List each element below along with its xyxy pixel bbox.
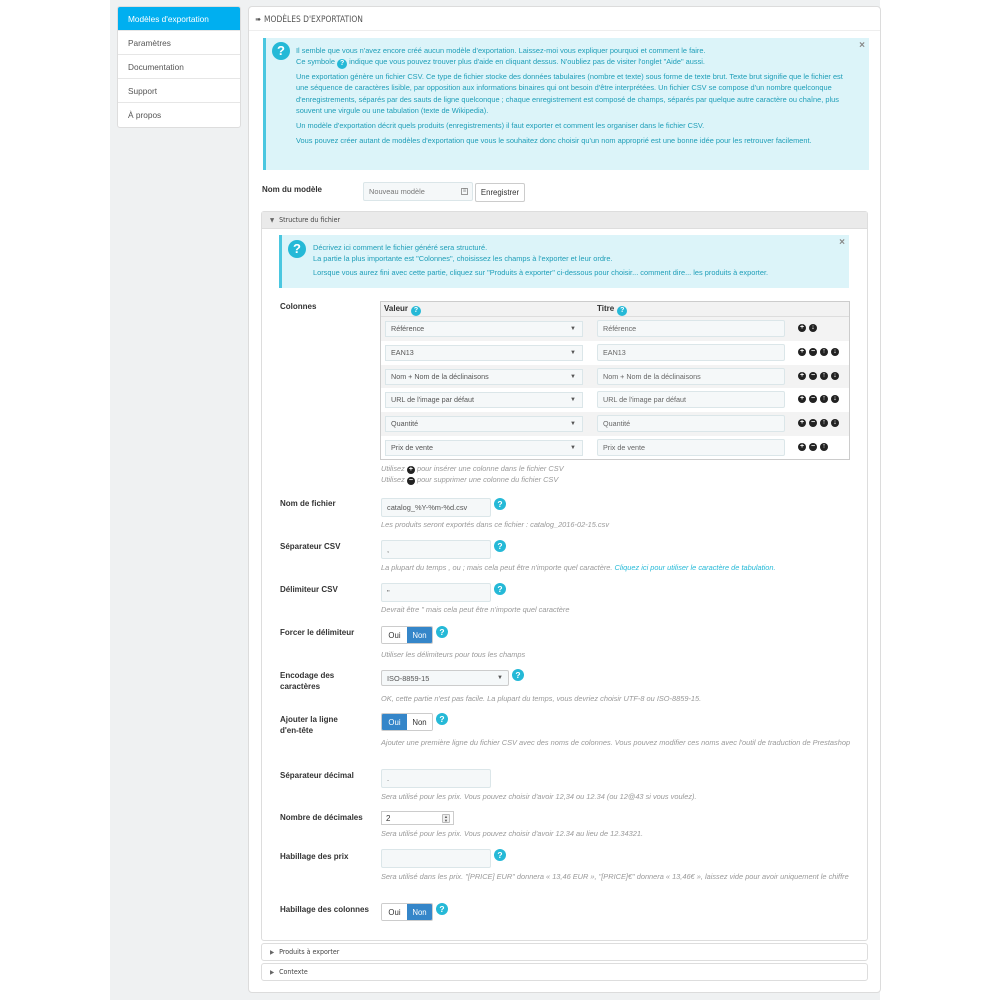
table-row xyxy=(381,412,849,436)
panel-heading xyxy=(249,7,880,31)
column-wrap-toggle[interactable] xyxy=(381,903,433,921)
dropdown-arrow-icon: ▼ xyxy=(570,397,576,404)
column-value-select[interactable]: Nom + Nom de la déclinaisons ▼ xyxy=(385,369,583,385)
remove-column-icon[interactable]: − xyxy=(810,371,816,379)
dropdown-arrow-icon: ▼ xyxy=(570,373,576,380)
column-title-input[interactable]: Nom + Nom de la déclinaisons xyxy=(597,368,785,385)
move-up-icon[interactable]: ↑ xyxy=(820,395,828,403)
column-title-input[interactable]: URL de l'image par défaut xyxy=(597,391,785,408)
columns-help: Utilisez + pour insérer une colonne dans le fichier CSV Utilisez − pour supprimer une colonne du fichier CSV xyxy=(381,464,564,484)
alert-text: Décrivez ici comment le fichier généré sera structuré. xyxy=(313,243,488,252)
toggle-no[interactable]: Non xyxy=(407,714,432,730)
column-value-select[interactable]: Prix de vente ▼ xyxy=(385,440,583,456)
help-question-icon[interactable]: ? xyxy=(494,849,506,861)
close-alert-button[interactable]: × xyxy=(859,40,865,51)
export-icon: ➠ xyxy=(255,15,262,24)
column-wrap-label: Habillage des colonnes xyxy=(280,905,369,914)
section-products-to-export xyxy=(261,943,868,961)
move-down-icon[interactable]: ↓ xyxy=(831,395,839,403)
remove-column-icon[interactable]: − xyxy=(810,442,816,450)
filename-input[interactable]: catalog_%Y-%m-%d.csv xyxy=(381,498,491,517)
dropdown-arrow-icon: ▼ xyxy=(570,444,576,451)
csv-separator-help: La plupart du temps , ou ; mais cela peut être n'importe quel caractère. Cliquez ici pour utiliser le caractère de tabulation. xyxy=(381,563,776,572)
sidebar-item-about[interactable]: À propos xyxy=(128,110,162,120)
caret-right-icon: ▶ xyxy=(270,949,275,956)
column-value-select[interactable]: Référence ▼ xyxy=(385,321,583,337)
remove-icon: − xyxy=(408,476,413,484)
add-column-icon[interactable]: + xyxy=(799,419,805,427)
dropdown-arrow-icon: ▼ xyxy=(570,326,576,332)
toggle-yes[interactable]: Oui xyxy=(382,627,407,643)
remove-column-icon[interactable]: − xyxy=(810,347,816,355)
move-up-icon[interactable]: ↑ xyxy=(820,419,828,427)
move-down-icon[interactable]: ↓ xyxy=(831,348,839,356)
column-title-input[interactable]: Référence xyxy=(597,320,785,337)
alert-text: Lorsque vous aurez fini avec cette partie, cliquez sur "Produits à exporter" ci-dessous pour choisir... comment dire... les produits à exporter. xyxy=(313,268,769,278)
help-question-icon[interactable]: ? xyxy=(436,626,448,638)
sidebar-nav xyxy=(117,6,241,128)
decimal-separator-input[interactable]: . xyxy=(381,769,491,788)
page-title: MODÈLES D'EXPORTATION xyxy=(264,14,363,24)
table-row xyxy=(381,436,849,460)
add-column-icon[interactable]: + xyxy=(799,371,805,379)
decimals-help: Sera utilisé pour les prix. Vous pouvez choisir d'avoir 12.34 au lieu de 12.34321. xyxy=(381,829,644,838)
table-row xyxy=(381,341,849,365)
alert-text: La partie la plus importante est "Colonnes", choisissez les champs à l'exporter et leur ordre. xyxy=(313,254,613,264)
price-wrap-input[interactable] xyxy=(381,849,491,868)
move-down-icon[interactable]: ↓ xyxy=(809,324,817,332)
input-addon-icon: ≡ xyxy=(462,188,467,194)
move-down-icon[interactable]: ↓ xyxy=(831,372,839,380)
columns-table xyxy=(380,301,850,460)
header-line-toggle[interactable] xyxy=(381,713,433,731)
help-question-icon[interactable]: ? xyxy=(494,540,506,552)
save-button[interactable]: Enregistrer xyxy=(475,183,525,202)
help-question-icon[interactable]: ? xyxy=(494,583,506,595)
decimals-label: Nombre de décimales xyxy=(280,813,363,822)
help-question-icon: ? xyxy=(337,59,347,69)
help-question-icon[interactable]: ? xyxy=(411,306,421,316)
model-name-input[interactable]: Nouveau modèle ≡ xyxy=(363,182,473,201)
sidebar-item-settings[interactable]: Paramètres xyxy=(118,31,240,55)
column-title-input[interactable]: EAN13 xyxy=(597,344,785,361)
question-icon: ? xyxy=(272,42,290,60)
column-value-select[interactable]: Quantité ▼ xyxy=(385,416,583,432)
model-name-label: Nom du modèle xyxy=(262,185,323,194)
column-value-select[interactable]: URL de l'image par défaut ▼ xyxy=(385,392,583,408)
question-icon: ? xyxy=(288,240,306,258)
force-delimiter-toggle[interactable] xyxy=(381,626,433,644)
header-line-help: Ajouter une première ligne du fichier CSV avec des noms de colonnes. Vous pouvez modifier ces noms avec l'outil de traduction de Prestashop xyxy=(381,738,851,747)
filename-help: Les produits seront exportés dans ce fichier : catalog_2016-02-15.csv xyxy=(381,520,610,529)
section-header-context[interactable]: ▶ Contexte xyxy=(262,964,867,981)
use-tab-character-link[interactable]: Cliquez ici pour utiliser le caractère de tabulation. xyxy=(614,563,776,572)
move-down-icon[interactable]: ↓ xyxy=(831,419,839,427)
table-row xyxy=(381,365,849,389)
help-question-icon[interactable]: ? xyxy=(494,498,506,510)
csv-delimiter-input[interactable]: " xyxy=(381,583,491,602)
encoding-label: Encodage des caractères xyxy=(280,671,335,691)
sidebar-item-export-models[interactable]: Modèles d'exportation xyxy=(118,7,240,31)
column-title-input[interactable]: Prix de vente xyxy=(597,439,785,456)
help-question-icon[interactable]: ? xyxy=(436,713,448,725)
add-column-icon[interactable]: + xyxy=(799,324,805,331)
stepper-arrows-icon[interactable]: ▲ ▼ xyxy=(442,814,450,823)
column-title-input[interactable]: Quantité xyxy=(597,415,785,432)
caret-right-icon: ▶ xyxy=(270,969,275,976)
toggle-yes[interactable]: Oui xyxy=(382,904,407,920)
section-context xyxy=(261,963,868,981)
move-up-icon[interactable]: ↑ xyxy=(820,348,828,356)
force-delimiter-help: Utiliser les délimiteurs pour tous les champs xyxy=(381,650,526,659)
decimal-separator-help: Sera utilisé pour les prix. Vous pouvez choisir d'avoir 12,34 ou 12.34 (ou 12@43 si vous voulez). xyxy=(381,792,697,801)
move-up-icon[interactable]: ↑ xyxy=(820,372,828,380)
add-column-icon[interactable]: + xyxy=(799,442,805,450)
remove-column-icon[interactable]: − xyxy=(810,419,816,427)
alert-text: Vous pouvez créer autant de modèles d'exportation que vous le souhaitez donc choisir qu'un nom approprié est une bonne idée pour les retrouver facilement. xyxy=(296,136,812,146)
encoding-help: OK, cette partie n'est pas facile. La plupart du temps, vous devriez choisir UTF-8 ou ISO-8859-15. xyxy=(381,694,702,703)
column-value-select[interactable]: EAN13 ▼ xyxy=(385,345,583,361)
dropdown-arrow-icon: ▼ xyxy=(497,675,503,681)
columns-rows xyxy=(381,317,849,460)
toggle-no[interactable]: Non xyxy=(407,627,432,643)
price-wrap-help: Sera utilisé dans les prix. "[PRICE] EUR" donnera « 13,46 EUR », "[PRICE]€" donnera « 13,46€ », laissez vide pour avoir uniquement le chiffre xyxy=(381,872,849,881)
section-header-structure[interactable]: ▼ Structure du fichier xyxy=(262,212,867,229)
header-title: Titre ? xyxy=(597,304,627,316)
help-question-icon[interactable]: ? xyxy=(436,903,448,915)
alert-text: Il semble que vous n'avez encore créé aucun modèle d'exportation. Laissez-moi vous expliquer pourquoi et comment le faire. Ce symbole ? indique que vous pouvez trouver plus d'aide en cliquant dessus. N'oubliez pas de visiter l'onglet "Aide" aussi. xyxy=(296,46,706,68)
columns-label: Colonnes xyxy=(280,302,317,311)
sidebar-item-support[interactable]: Support xyxy=(118,79,240,103)
dropdown-arrow-icon: ▼ xyxy=(570,349,576,356)
intro-info-alert xyxy=(263,38,869,170)
columns-table-header xyxy=(381,302,849,317)
help-question-icon[interactable]: ? xyxy=(617,306,627,316)
decimals-stepper[interactable]: 2 ▲ ▼ xyxy=(381,811,454,825)
alert-text: Un modèle d'exportation décrit quels produits (enregistrements) il faut exporter et comment les organiser dans le fichier CSV. xyxy=(296,121,705,131)
csv-delimiter-help: Devrait être " mais cela peut être n'importe quel caractère xyxy=(381,605,570,614)
add-column-icon[interactable]: + xyxy=(799,395,805,403)
close-alert-button[interactable]: × xyxy=(839,237,845,248)
move-up-icon[interactable]: ↑ xyxy=(820,443,828,451)
remove-column-icon[interactable]: − xyxy=(810,395,816,403)
header-line-label: Ajouter la ligne d'en-tête xyxy=(280,715,338,735)
table-row xyxy=(381,317,849,341)
decimal-separator-label: Séparateur décimal xyxy=(280,771,354,780)
toggle-yes[interactable]: Oui xyxy=(382,714,407,730)
force-delimiter-label: Forcer le délimiteur xyxy=(280,628,355,637)
alert-text: Une exportation génère un fichier CSV. Ce type de fichier stocke des données tabulaires (nombre et texte) sous forme de texte brut. Texte brut signifie que le fichier est une séquence de caractères lisible, par opposition aux informations binaires qui ont besoin d'être interprétées. Un fichier CSV se compose d'un nombre quelconque d'enregistrements, séparés par des sauts de ligne quelconque ; chaque enregistrement est composé de champs, séparés par quelque autre caractère ou chaîne, plus souvent une virgule ou une tabulation (texte de Wikipedia). xyxy=(296,72,843,115)
encoding-select[interactable]: ISO-8859-15 ▼ xyxy=(381,670,509,686)
csv-delimiter-label: Délimiteur CSV xyxy=(280,585,338,594)
caret-down-icon: ▼ xyxy=(270,217,275,224)
csv-separator-input[interactable]: , xyxy=(381,540,491,559)
add-icon: + xyxy=(408,466,413,473)
sidebar-item-documentation[interactable]: Documentation xyxy=(118,55,240,79)
help-question-icon[interactable]: ? xyxy=(512,669,524,681)
toggle-no[interactable]: Non xyxy=(407,904,432,920)
header-value: Valeur ? xyxy=(384,304,421,316)
filename-label: Nom de fichier xyxy=(280,499,336,508)
table-row xyxy=(381,388,849,412)
csv-separator-label: Séparateur CSV xyxy=(280,542,341,551)
price-wrap-label: Habillage des prix xyxy=(280,852,349,861)
structure-info-alert xyxy=(279,235,849,288)
add-column-icon[interactable]: + xyxy=(799,347,805,355)
dropdown-arrow-icon: ▼ xyxy=(570,421,576,428)
section-header-products[interactable]: ▶ Produits à exporter xyxy=(262,944,867,961)
